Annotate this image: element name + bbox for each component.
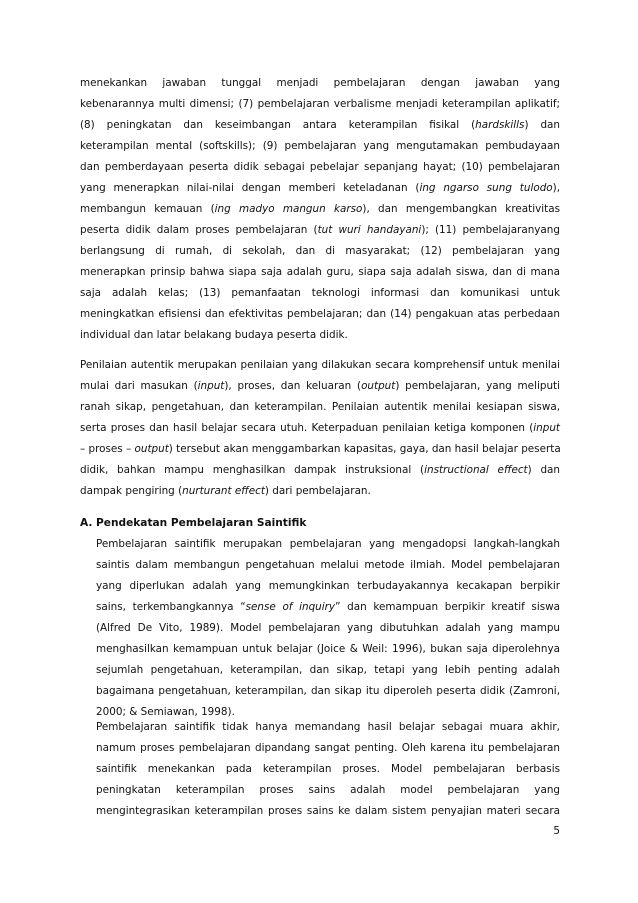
paragraph-learning-principles bbox=[80, 73, 560, 346]
page-number: 5 bbox=[553, 825, 560, 837]
text-line: peserta didik dalam proses pembelajaran (tut wuri handayani); (11) pembelajaranyang bbox=[80, 224, 560, 236]
text-line: (8) peningkatan dan keseimbangan antara keterampilan fisikal (hardskills) dan bbox=[80, 119, 560, 131]
paragraph-authentic-assessment bbox=[80, 355, 560, 502]
section-title: Pendekatan Pembelajaran Saintifik bbox=[96, 517, 307, 529]
text-line: saintifik menekankan pada keterampilan proses. Model pembelajaran berbasis bbox=[96, 763, 560, 775]
text-line: yang diperlukan adalah yang memungkinkan terbudayakannya kecakapan berpikir bbox=[96, 580, 560, 592]
text-line: – proses – output) tersebut akan menggambarkan kapasitas, gaya, dan hasil belajar peserta bbox=[80, 443, 561, 455]
text-line: Pembelajaran saintifik merupakan pembelajaran yang mengadopsi langkah-langkah bbox=[96, 538, 560, 550]
text-line: sains, terkembangkannya “sense of inquiry” dan kemampuan berpikir kreatif siswa bbox=[96, 601, 560, 613]
text-line: berlangsung di rumah, di sekolah, dan di masyarakat; (12) pembelajaran yang bbox=[80, 245, 560, 257]
text-line: peningkatan keterampilan proses sains adalah model pembelajaran yang bbox=[96, 784, 560, 796]
text-line: membangun kemauan (ing madyo mangun karso), dan mengembangkan kreativitas bbox=[80, 203, 560, 215]
text-line: keterampilan mental (softskills); (9) pembelajaran yang mengutamakan pembudayaan bbox=[80, 140, 560, 152]
text-line: dan pemberdayaan peserta didik sebagai pebelajar sepanjang hayat; (10) pembelajaran bbox=[80, 161, 560, 173]
section-number: A. bbox=[80, 517, 93, 529]
section-heading bbox=[80, 513, 306, 534]
text-line: meningkatkan efisiensi dan efektivitas pembelajaran; dan (14) pengakuan atas perbedaan bbox=[80, 308, 560, 320]
text-line: menghasilkan kemampuan untuk belajar (Joice & Weil: 1996), bukan saja diperolehnya bbox=[96, 643, 560, 655]
text-line: individual dan latar belakang budaya peserta didik. bbox=[80, 329, 348, 341]
text-line: menekankan jawaban tunggal menjadi pembelajaran dengan jawaban yang bbox=[80, 77, 560, 89]
text-line: dampak pengiring (nurturant effect) dari pembelajaran. bbox=[80, 485, 371, 497]
text-line: 2000; & Semiawan, 1998). bbox=[96, 706, 235, 718]
text-line: sejumlah pengetahuan, keterampilan, dan sikap, tetapi yang lebih penting adalah bbox=[96, 664, 560, 676]
text-line: saintis dalam membangun pengetahuan melalui metode ilmiah. Model pembelajaran bbox=[96, 559, 560, 571]
text-line: kebenarannya multi dimensi; (7) pembelajaran verbalisme menjadi keterampilan aplikatif; bbox=[80, 98, 560, 110]
text-line: Penilaian autentik merupakan penilaian yang dilakukan secara komprehensif untuk menilai bbox=[80, 359, 560, 371]
text-line: mengintegrasikan keterampilan proses sains ke dalam sistem penyajian materi secara bbox=[96, 805, 560, 817]
paragraph-process-skills bbox=[96, 717, 560, 822]
text-line: namum proses pembelajaran dipandang sangat penting. Oleh karena itu pembelajaran bbox=[96, 742, 560, 754]
text-line: didik, bahkan mampu menghasilkan dampak instruksional (instructional effect) dan bbox=[80, 464, 560, 476]
text-line: Pembelajaran saintifik tidak hanya memandang hasil belajar sebagai muara akhir, bbox=[96, 721, 560, 733]
text-line: yang menerapkan nilai-nilai dengan memberi keteladanan (ing ngarso sung tulodo), bbox=[80, 182, 560, 194]
text-line: saja adalah kelas; (13) pemanfaatan teknologi informasi dan komunikasi untuk bbox=[80, 287, 560, 299]
text-line: serta proses dan hasil belajar secara utuh. Keterpaduan penilaian ketiga komponen (input bbox=[80, 422, 560, 434]
paragraph-scientific-learning bbox=[96, 534, 560, 723]
text-line: menerapkan prinsip bahwa siapa saja adalah guru, siapa saja adalah siswa, dan di mana bbox=[80, 266, 560, 278]
text-line: (Alfred De Vito, 1989). Model pembelajaran yang dibutuhkan adalah yang mampu bbox=[96, 622, 560, 634]
text-line: bagaimana pengetahuan, keterampilan, dan sikap itu diperoleh peserta didik (Zamroni, bbox=[96, 685, 560, 697]
text-line: mulai dari masukan (input), proses, dan keluaran (output) pembelajaran, yang meliputi bbox=[80, 380, 560, 392]
text-line: ranah sikap, pengetahuan, dan keterampilan. Penilaian autentik menilai kesiapan siswa, bbox=[80, 401, 560, 413]
